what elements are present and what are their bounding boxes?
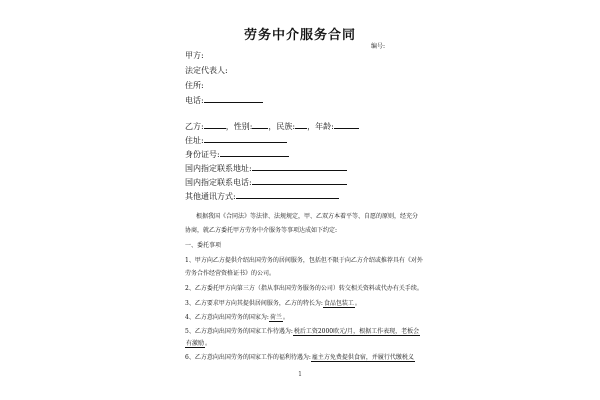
clause-3-label: 3、乙方要求甲方向其提供居间服务，乙方的特长为: — [185, 300, 323, 307]
domestic-phone-blank — [252, 176, 347, 185]
contract-number-label: 编号: — [371, 43, 386, 50]
party-a-address-label: 住所: — [185, 81, 204, 90]
clause-5-value-cont: 有激励 — [186, 340, 205, 347]
party-b-address-label: 住址: — [185, 136, 204, 145]
clause-4-end: 。 — [282, 314, 289, 321]
intro-line-1: 根据我国《合同法》等法律、法规规定，甲、乙双方本着平等、自愿的原则，经充分 — [196, 213, 419, 220]
party-b-ethnicity-label: ，民族: — [268, 122, 296, 131]
clause-5-end: 。 — [205, 340, 212, 347]
domestic-address-row — [185, 162, 347, 174]
clause-5-continued — [185, 338, 211, 349]
page-number: 1 — [298, 371, 302, 378]
other-contact-row — [185, 190, 339, 202]
other-contact-label: 其他通讯方式: — [185, 192, 236, 201]
intro-line-2: 协商，就乙方委托甲方劳务中介服务等事项达成如下约定: — [185, 227, 338, 234]
clause-4-label: 4、乙方意向出国劳务的国家为: — [185, 314, 269, 321]
party-a-phone-blank — [204, 94, 263, 103]
party-b-address-row — [185, 134, 287, 146]
party-b-address-blank — [204, 134, 287, 143]
clause-4 — [185, 312, 289, 323]
clause-6 — [185, 352, 415, 363]
clause-6-label: 6、乙方意向出国劳务的国家工作的福利待遇为: — [185, 354, 311, 361]
domestic-phone-label: 国内指定联系电话: — [185, 178, 252, 187]
clause-5-label: 5、乙方意向出国劳务的国家工作待遇为: — [185, 328, 293, 335]
party-b-id-row — [185, 148, 289, 160]
domestic-address-label: 国内指定联系地址: — [185, 164, 252, 173]
clause-5-value: 税后工资2000欧元/月，根据工作表现，老板会 — [293, 328, 420, 335]
party-b-id-label: 身份证号: — [185, 150, 220, 159]
section-1-heading: 一、委托事项 — [185, 242, 222, 249]
domestic-address-blank — [252, 162, 347, 171]
party-b-info-row — [185, 120, 359, 132]
clause-2: 2、乙方委托甲方向第三方（指从事出国劳务服务的公司）转交相关资料或代办有关手续。 — [185, 285, 423, 292]
clause-3 — [185, 298, 361, 309]
party-b-age-blank — [334, 120, 359, 129]
party-b-gender-label: ，性别: — [225, 122, 253, 131]
other-contact-blank — [236, 190, 339, 199]
party-b-age-label: ，年龄: — [307, 122, 334, 131]
clause-1-line-1: 1、甲方向乙方提供介绍出国劳务的居间服务，包括但不限于向乙方介绍或推荐具有《对外 — [185, 257, 423, 264]
domestic-phone-row — [185, 176, 347, 188]
party-a-rep-label: 法定代表人: — [185, 66, 228, 75]
page-title: 劳务中介服务合同 — [243, 28, 356, 43]
party-b-gender-blank — [252, 120, 268, 129]
party-a-label: 甲方: — [185, 51, 204, 60]
clause-5 — [185, 326, 420, 337]
clause-3-end: 。 — [354, 300, 361, 307]
clause-1-line-2: 劳务合作经营资格证书》的公司。 — [185, 270, 276, 277]
clause-4-value: 荷兰 — [269, 314, 282, 321]
clause-6-value: 雇主方免费提供食宿，并履行代缴税义 — [311, 354, 414, 361]
party-a-phone-row — [185, 94, 263, 106]
party-b-name-blank — [204, 120, 226, 129]
party-b-ethnicity-blank — [295, 120, 307, 129]
clause-3-value: 食品包装工 — [323, 300, 354, 307]
party-b-label: 乙方: — [185, 122, 204, 131]
party-a-phone-label: 电话: — [185, 96, 204, 105]
party-b-id-blank — [220, 148, 289, 157]
